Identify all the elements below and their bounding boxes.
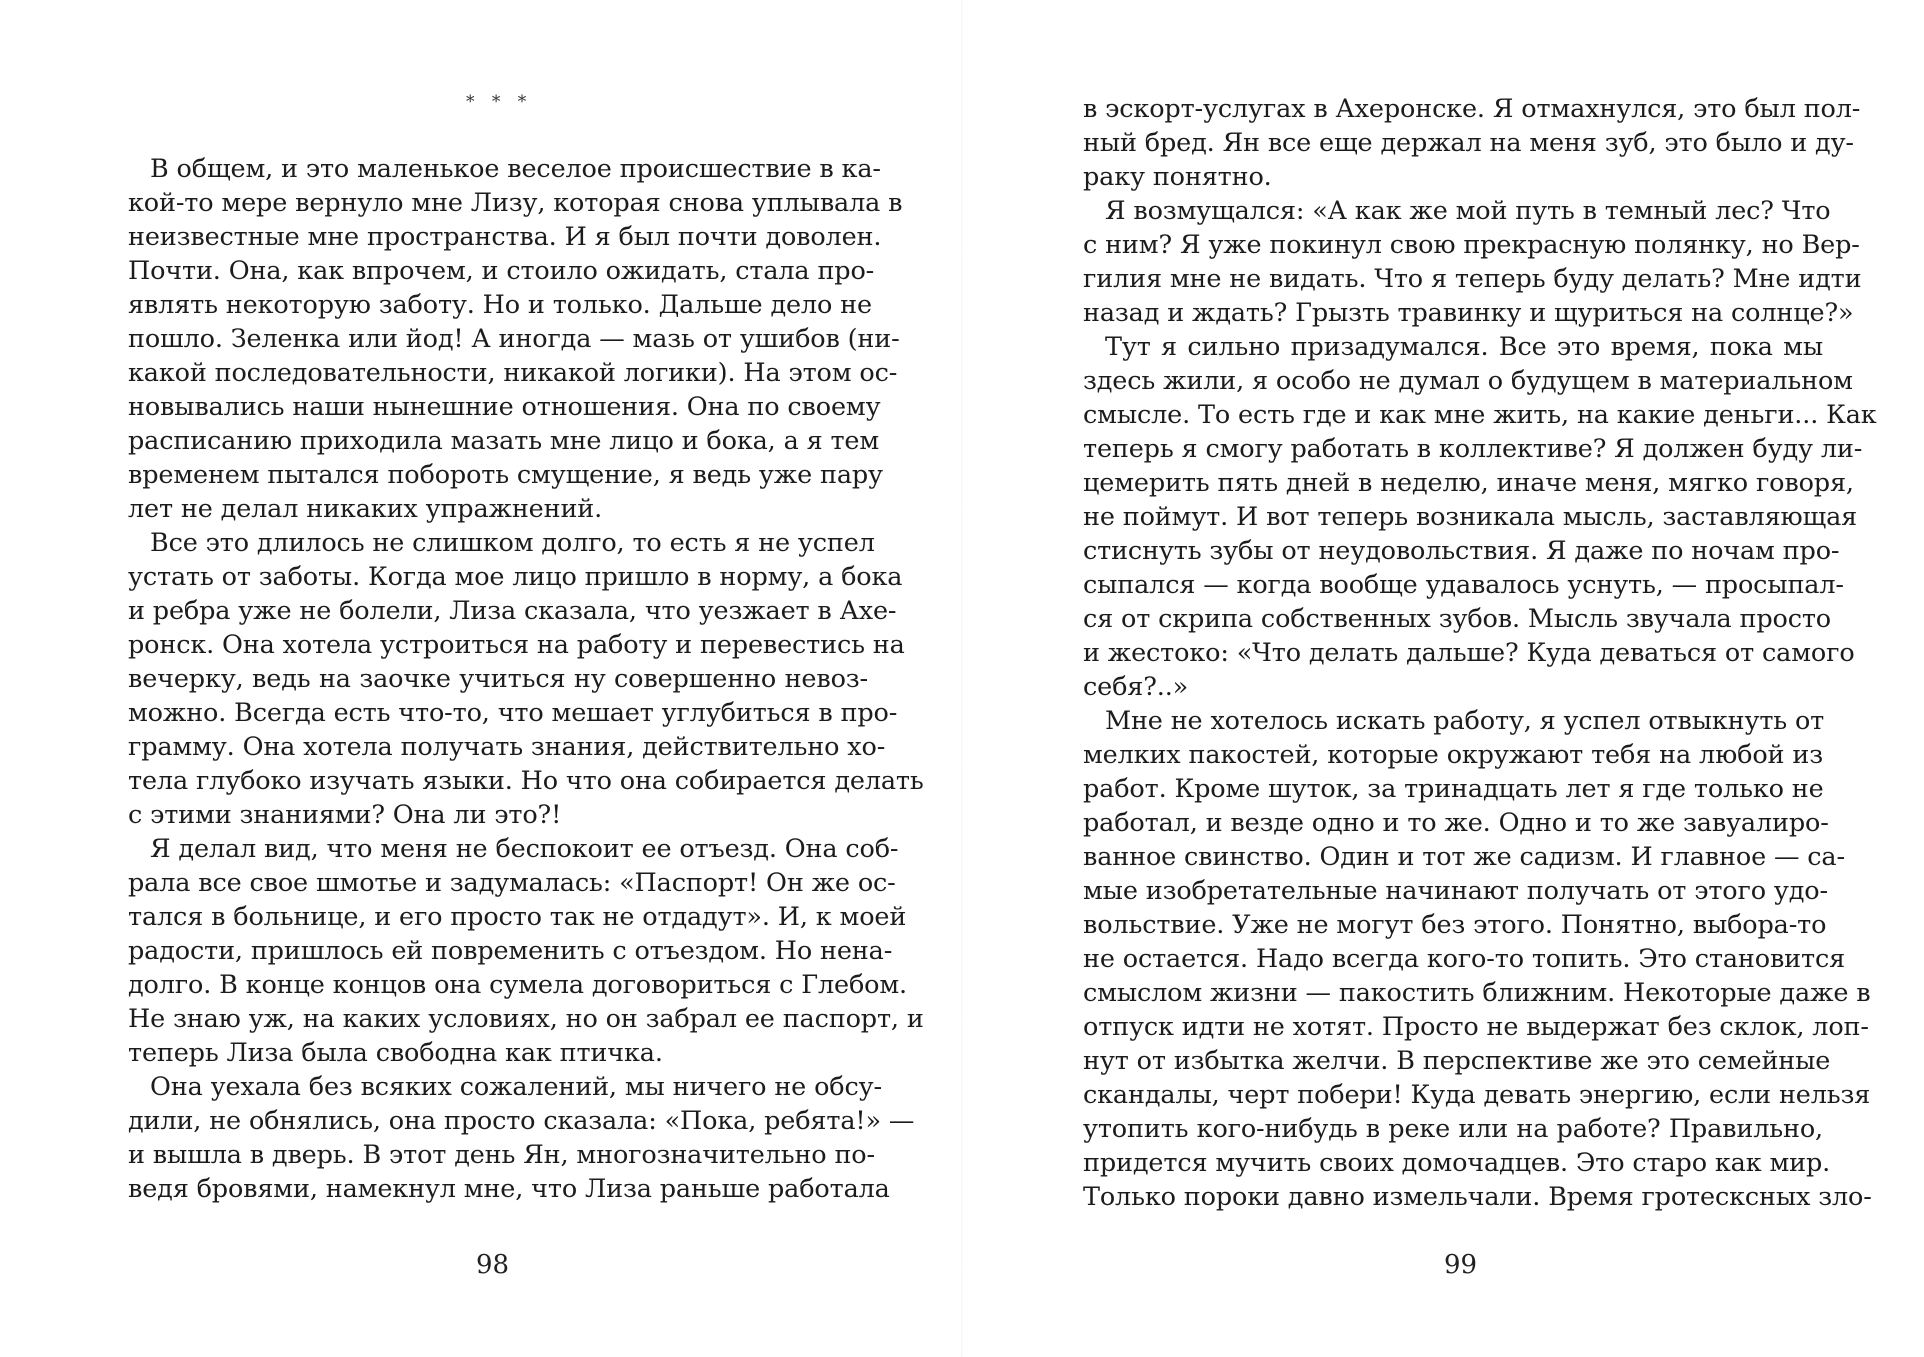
text-line: Она уехала без всяких сожалений, мы ничего не обсу- (150, 1072, 882, 1102)
text-line: теперь я смогу работать в коллективе? Я должен буду ли- (1083, 434, 1863, 464)
text-line: являть некоторую заботу. Но и только. Дальше дело не (128, 290, 872, 320)
text-line: В общем, и это маленькое веселое происшествие в ка- (150, 154, 881, 184)
text-line: ся от скрипа собственных зубов. Мысль звучала просто (1083, 604, 1831, 634)
text-line: Я возмущался: «А как же мой путь в темный лес? Что (1105, 196, 1831, 226)
text-line: Почти. Она, как впрочем, и стоило ожидать, стала про- (128, 256, 875, 286)
text-line: работал, и везде одно и то же. Одно и то же завуалиро- (1083, 808, 1829, 838)
text-line: себя?..» (1083, 672, 1189, 702)
text-line: мые изобретательные начинают получать от этого удо- (1083, 876, 1828, 906)
text-line: смысле. То есть где и как мне жить, на какие деньги... Как (1083, 400, 1877, 430)
text-line: мелких пакостей, которые окружают тебя на любой из (1083, 740, 1823, 770)
text-line: тался в больнице, и его просто так не отдадут». И, к моей (128, 902, 907, 932)
text-line: здесь жили, я особо не думал о будущем в материальном (1083, 366, 1853, 396)
text-line: ванное свинство. Один и тот же садизм. И главное — са- (1083, 842, 1845, 872)
page-number: 98 (476, 1250, 510, 1280)
text-line: нут от избытка желчи. В перспективе же это семейные (1083, 1046, 1831, 1076)
page-number: 99 (1444, 1250, 1478, 1280)
text-line: новывались наши нынешние отношения. Она по своему (128, 392, 881, 422)
text-line: с ним? Я уже покинул свою прекрасную полянку, но Вер- (1083, 230, 1860, 260)
text-line: смыслом жизни — пакостить ближним. Некоторые даже в (1083, 978, 1871, 1008)
text-line: Все это длилось не слишком долго, то есть я не успел (150, 528, 875, 558)
text-line: придется мучить своих домочадцев. Это старо как мир. (1083, 1148, 1831, 1178)
text-line: Не знаю уж, на каких условиях, но он забрал ее паспорт, и (128, 1004, 924, 1034)
text-line: можно. Всегда есть что-то, что мешает углубиться в про- (128, 698, 898, 728)
text-line: утопить кого-нибудь в реке или на работе? Правильно, (1083, 1114, 1823, 1144)
text-line: временем пытался побороть смущение, я ведь уже пару (128, 460, 883, 490)
text-line: неизвестные мне пространства. И я был почти доволен. (128, 222, 882, 252)
text-line: Мне не хотелось искать работу, я успел отвыкнуть от (1105, 706, 1825, 736)
text-line: с этими знаниями? Она ли это?! (128, 800, 562, 830)
text-line: расписанию приходила мазать мне лицо и бока, а я тем (128, 426, 880, 456)
text-line: цемерить пять дней в неделю, иначе меня, мягко говоря, (1083, 468, 1854, 498)
text-line: и ребра уже не болели, Лиза сказала, что уезжает в Ахе- (128, 596, 897, 626)
text-line: ведя бровями, намекнул мне, что Лиза раньше работала (128, 1174, 890, 1204)
text-line: и жестоко: «Что делать дальше? Куда деваться от самого (1083, 638, 1855, 668)
text-line: раку понятно. (1083, 162, 1272, 192)
text-line: не поймут. И вот теперь возникала мысль, заставляющая (1083, 502, 1858, 532)
text-line: грамму. Она хотела получать знания, действительно хо- (128, 732, 886, 762)
text-line: рала все свое шмотье и задумалась: «Паспорт! Он же ос- (128, 868, 896, 898)
text-line: пошло. Зеленка или йод! А иногда — мазь от ушибов (ни- (128, 324, 900, 354)
text-line: кой-то мере вернуло мне Лизу, которая снова уплывала в (128, 188, 903, 218)
text-line: отпуск идти не хотят. Просто не выдержат без склок, лоп- (1083, 1012, 1869, 1042)
text-line: вечерку, ведь на заочке учиться ну совершенно невоз- (128, 664, 868, 694)
text-line: назад и ждать? Грызть травинку и щуриться на солнце?» (1083, 298, 1854, 328)
text-line: теперь Лиза была свободна как птичка. (128, 1038, 663, 1068)
text-line: Я делал вид, что меня не беспокоит ее отъезд. Она соб- (150, 834, 899, 864)
text-line: скандалы, черт побери! Куда девать энергию, если нельзя (1083, 1080, 1871, 1110)
text-line: радости, пришлось ей повременить с отъездом. Но нена- (128, 936, 893, 966)
text-line: Тут я сильно призадумался. Все это время, пока мы (1105, 332, 1823, 362)
text-line: какой последовательности, никакой логики). На этом ос- (128, 358, 898, 388)
text-line: сыпался — когда вообще удавалось уснуть, — просыпал- (1083, 570, 1844, 600)
text-line: стиснуть зубы от неудовольствия. Я даже по ночам про- (1083, 536, 1840, 566)
text-line: устать от заботы. Когда мое лицо пришло в норму, а бока (128, 562, 903, 592)
right-page (962, 0, 1924, 1357)
text-line: работ. Кроме шуток, за тринадцать лет я где только не (1083, 774, 1824, 804)
text-line: ный бред. Ян все еще держал на меня зуб, это было и ду- (1083, 128, 1854, 158)
text-line: тела глубоко изучать языки. Но что она собирается делать (128, 766, 924, 796)
text-line: гилия мне не видать. Что я теперь буду делать? Мне идти (1083, 264, 1862, 294)
text-line: и вышла в дверь. В этот день Ян, многозначительно по- (128, 1140, 875, 1170)
text-line: Только пороки давно измельчали. Время гротесксных зло- (1083, 1182, 1872, 1212)
text-line: лет не делал никаких упражнений. (128, 494, 603, 524)
text-line: дили, не обнялись, она просто сказала: «Пока, ребята!» — (128, 1106, 915, 1136)
text-line: ронск. Она хотела устроиться на работу и перевестись на (128, 630, 905, 660)
text-line: вольствие. Уже не могут без этого. Понятно, выбора-то (1083, 910, 1827, 940)
text-line: в эскорт-услугах в Ахеронске. Я отмахнулся, это был пол- (1083, 94, 1861, 124)
section-separator: * * * (466, 92, 533, 112)
text-line: не остается. Надо всегда кого-то топить. Это становится (1083, 944, 1846, 974)
text-line: долго. В конце концов она сумела договориться с Глебом. (128, 970, 907, 1000)
